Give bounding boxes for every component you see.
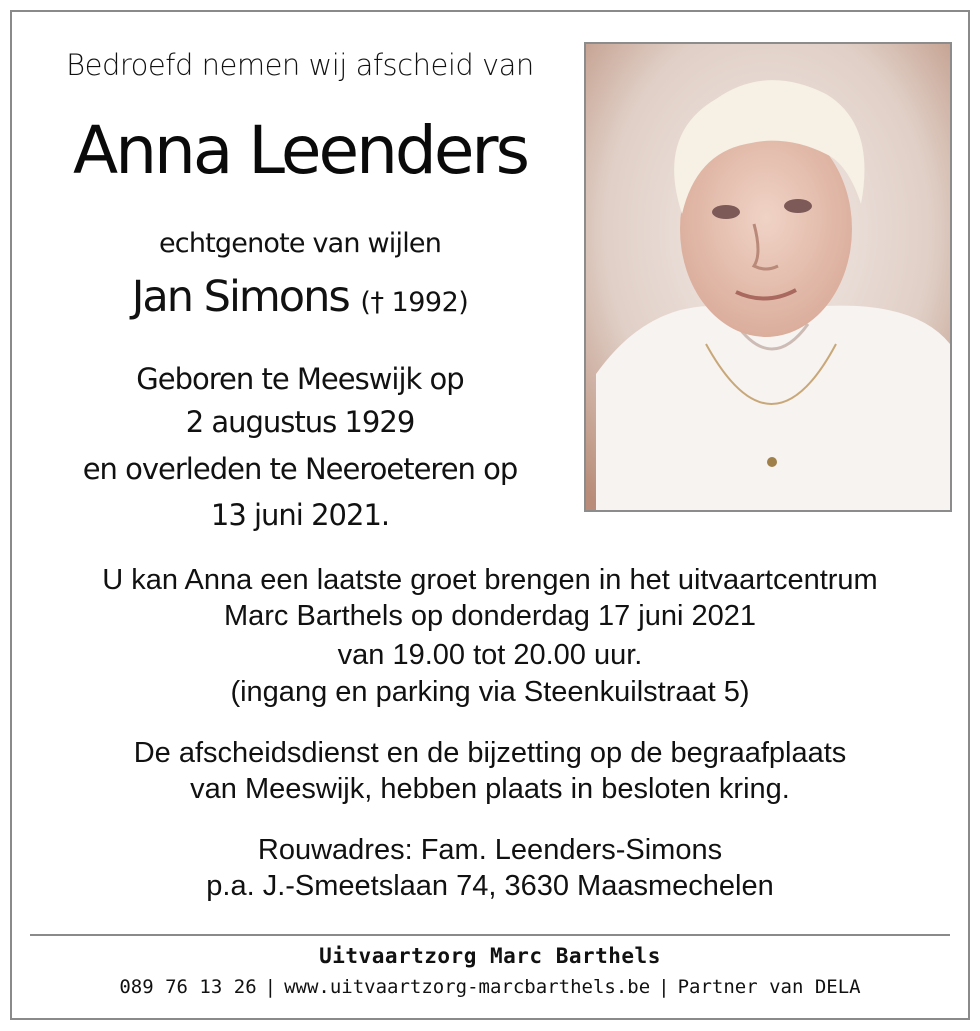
spouse-prefix: echtgenote van wijlen	[158, 228, 442, 259]
spouse-name: Jan Simons	[131, 272, 349, 322]
footer-phone: 089 76 13 26	[119, 976, 257, 998]
footer-partner: Partner van DELA	[677, 976, 861, 998]
intro-text: Bedroefd nemen wij afscheid van	[66, 48, 534, 82]
bio-line: 2 augustus 1929	[185, 405, 415, 439]
spouse-death-year: († 1992)	[360, 287, 469, 318]
bio-line: en overleden te Neeroeteren op	[82, 452, 518, 486]
mourning-address-line: p.a. J.-Smeetslaan 74, 3630 Maasmechelen	[206, 870, 774, 902]
portrait-photo	[584, 42, 952, 512]
footer-contact	[30, 976, 950, 998]
visitation-line: U kan Anna een laatste groet brengen in het uitvaartcentrum	[102, 564, 878, 596]
bio-line: Geboren te Meeswijk op	[136, 362, 464, 396]
service-line: van Meeswijk, hebben plaats in besloten kring.	[190, 773, 790, 805]
footer-separator: |	[264, 976, 277, 998]
service-line: De afscheidsdienst en de bijzetting op de begraafplaats	[133, 737, 847, 769]
spouse-line	[40, 272, 560, 322]
footer-divider	[30, 934, 950, 936]
bio-line: 13 juni 2021.	[210, 498, 390, 532]
visitation-line: van 19.00 tot 20.00 uur.	[337, 639, 643, 671]
visitation-line: (ingang en parking via Steenkuilstraat 5)	[230, 676, 750, 708]
visitation-line: Marc Barthels op donderdag 17 juni 2021	[223, 600, 757, 632]
portrait-illustration	[586, 44, 950, 510]
mourning-address-line: Rouwadres: Fam. Leenders-Simons	[257, 834, 723, 866]
deceased-name: Anna Leenders	[73, 112, 527, 189]
footer-separator: |	[658, 976, 670, 998]
footer-website-link[interactable]: www.uitvaartzorg-marcbarthels.be	[284, 976, 651, 998]
funeral-home-name: Uitvaartzorg Marc Barthels	[319, 944, 661, 968]
